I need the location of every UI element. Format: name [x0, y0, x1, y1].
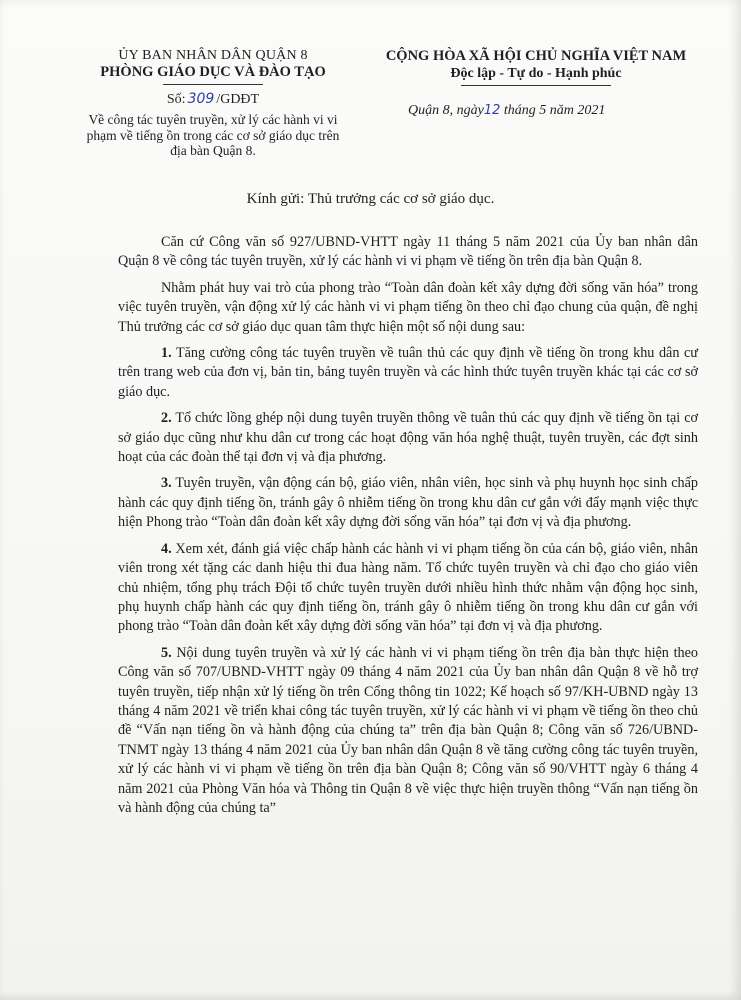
document-body: [118, 233, 698, 825]
issuing-authority-block: [78, 48, 348, 159]
issuing-department: PHÒNG GIÁO DỤC VÀ ĐÀO TẠO: [100, 64, 326, 80]
date-prefix: Quận 8, ngày: [408, 103, 484, 118]
motto-underline: [461, 85, 611, 86]
paragraph-number: 4.: [161, 540, 172, 557]
document-number-handwritten: 309: [187, 91, 215, 107]
body-paragraph: [118, 474, 698, 532]
paragraph-text: Tuyên truyền, vận động cán bộ, giáo viên, nhân viên, học sinh và phụ huynh học sinh chấp hành các quy định tiếng ồn, tránh gây ô nhiễm tiếng ồn trong khu dân cư gắn với đẩy mạnh việc thực hiện Phong trào “Toàn dân đoàn kết xây dựng đời sống văn hóa” tại đơn vị và địa phương.: [118, 475, 698, 531]
national-header-block: [366, 48, 706, 119]
date-day-handwritten: 12: [483, 103, 501, 118]
paragraph-number: 1.: [161, 345, 172, 362]
salutation: Kính gửi: Thủ trưởng các cơ sở giáo dục.: [246, 191, 495, 207]
date-suffix: tháng 5 năm 2021: [503, 103, 606, 118]
body-paragraph: [118, 279, 698, 337]
body-paragraph: [118, 233, 698, 272]
paragraph-number: 3.: [161, 475, 172, 492]
national-title: CỘNG HÒA XÃ HỘI CHỦ NGHĨA VIỆT NAM: [385, 48, 687, 64]
document-number: [78, 91, 348, 108]
paragraph-number: 5.: [161, 644, 172, 661]
body-paragraph: [118, 344, 698, 402]
document-date: [366, 102, 706, 119]
document-number-prefix: Số:: [166, 92, 186, 107]
parent-organization: ỦY BAN NHÂN DÂN QUẬN 8: [118, 48, 308, 63]
paragraph-number: 2.: [161, 410, 172, 427]
paragraph-text: Nội dung tuyên truyền và xử lý các hành vi vi phạm tiếng ồn trên địa bàn thực hiện theo Công văn số 707/UBND-VHTT ngày 09 tháng 4 năm 2021 của Ủy ban nhân dân Quận 8 về hỗ trợ tuyên truyền, tiếp nhận xử lý tiếng ồn trên Cổng thông tin 1022; Kế hoạch số 97/KH-UBND ngày 13 tháng 4 năm 2021 về triển khai công tác tuyên truyền, xử lý các hành vi vi phạm về tiếng ồn theo chủ đề “Vấn nạn tiếng ồn và hành động của chúng ta” trên địa bàn Quận 8; Công văn số 726/UBND-TNMT ngày 13 tháng 4 năm 2021 của Ủy ban nhân dân Quận 8 về tăng cường công tác tuyên truyền, xử lý các hành vi vi phạm về tiếng ồn trên địa bàn Quận 8; Công văn số 90/VHTT ngày 6 tháng 4 năm 2021 của Phòng Văn hóa và Thông tin Quận 8 về việc thực hiện truyền thông “Vấn nạn tiếng ồn và hành động của chúng ta”: [118, 644, 698, 816]
paragraph-text: Nhằm phát huy vai trò của phong trào “Toàn dân đoàn kết xây dựng đời sống văn hóa” trong việc tuyên truyền, vận động xử lý các hành vi vi phạm tiếng ồn theo chỉ đạo chung của quận, đề nghị Thủ trưởng các cơ sở giáo dục quan tâm thực hiện một số nội dung sau:: [118, 279, 698, 335]
paragraph-text: Xem xét, đánh giá việc chấp hành các hành vi vi phạm tiếng ồn của cán bộ, giáo viên, nhân viên trong xét tặng các danh hiệu thi đua hàng năm. Tổ chức tuyên truyền và chỉ đạo cho giáo viên chủ nhiệm, tổng phụ trách Đội tổ chức tuyên truyền dưới nhiều hình thức nhằm vận động học sinh, phụ huynh chấp hành các quy định tiếng ồn, tránh gây ô nhiễm tiếng ồn trong khu dân cư gắn với phong trào “Toàn dân đoàn kết xây dựng đời sống văn hóa” tại đơn vị và địa phương.: [118, 540, 698, 635]
paragraph-text: Căn cứ Công văn số 927/UBND-VHTT ngày 11 tháng 5 năm 2021 của Ủy ban nhân dân Quận 8 về công tác tuyên truyền, xử lý các hành vi vi phạm về tiếng ồn trên địa bàn Quận 8.: [118, 234, 698, 270]
body-paragraph: [118, 540, 698, 637]
document-subject: Về công tác tuyên truyền, xử lý các hành vi vi phạm về tiếng ồn trong các cơ sở giáo dục trên địa bàn Quận 8.: [86, 112, 340, 158]
paragraph-text: Tổ chức lồng ghép nội dung tuyên truyền thông về tuân thủ các quy định về tiếng ồn tại cơ sở giáo dục cũng như khu dân cư trong các hoạt động văn hóa nghệ thuật, tuyên truyền, các đợt sinh hoạt của các đoàn thể tại đơn vị và địa phương.: [118, 410, 698, 466]
document-number-suffix: /GDĐT: [216, 92, 260, 107]
department-underline: [163, 84, 263, 85]
national-motto: Độc lập - Tự do - Hạnh phúc: [450, 66, 622, 81]
body-paragraph: [118, 644, 698, 819]
paragraph-text: Tăng cường công tác tuyên truyền về tuân thủ các quy định về tiếng ồn trong khu dân cư trên trang web của đơn vị, bản tin, bảng tuyên truyền và các hình thức tuyên truyền khác tại các cơ sở giáo dục.: [118, 345, 698, 400]
body-paragraph: [118, 409, 698, 467]
